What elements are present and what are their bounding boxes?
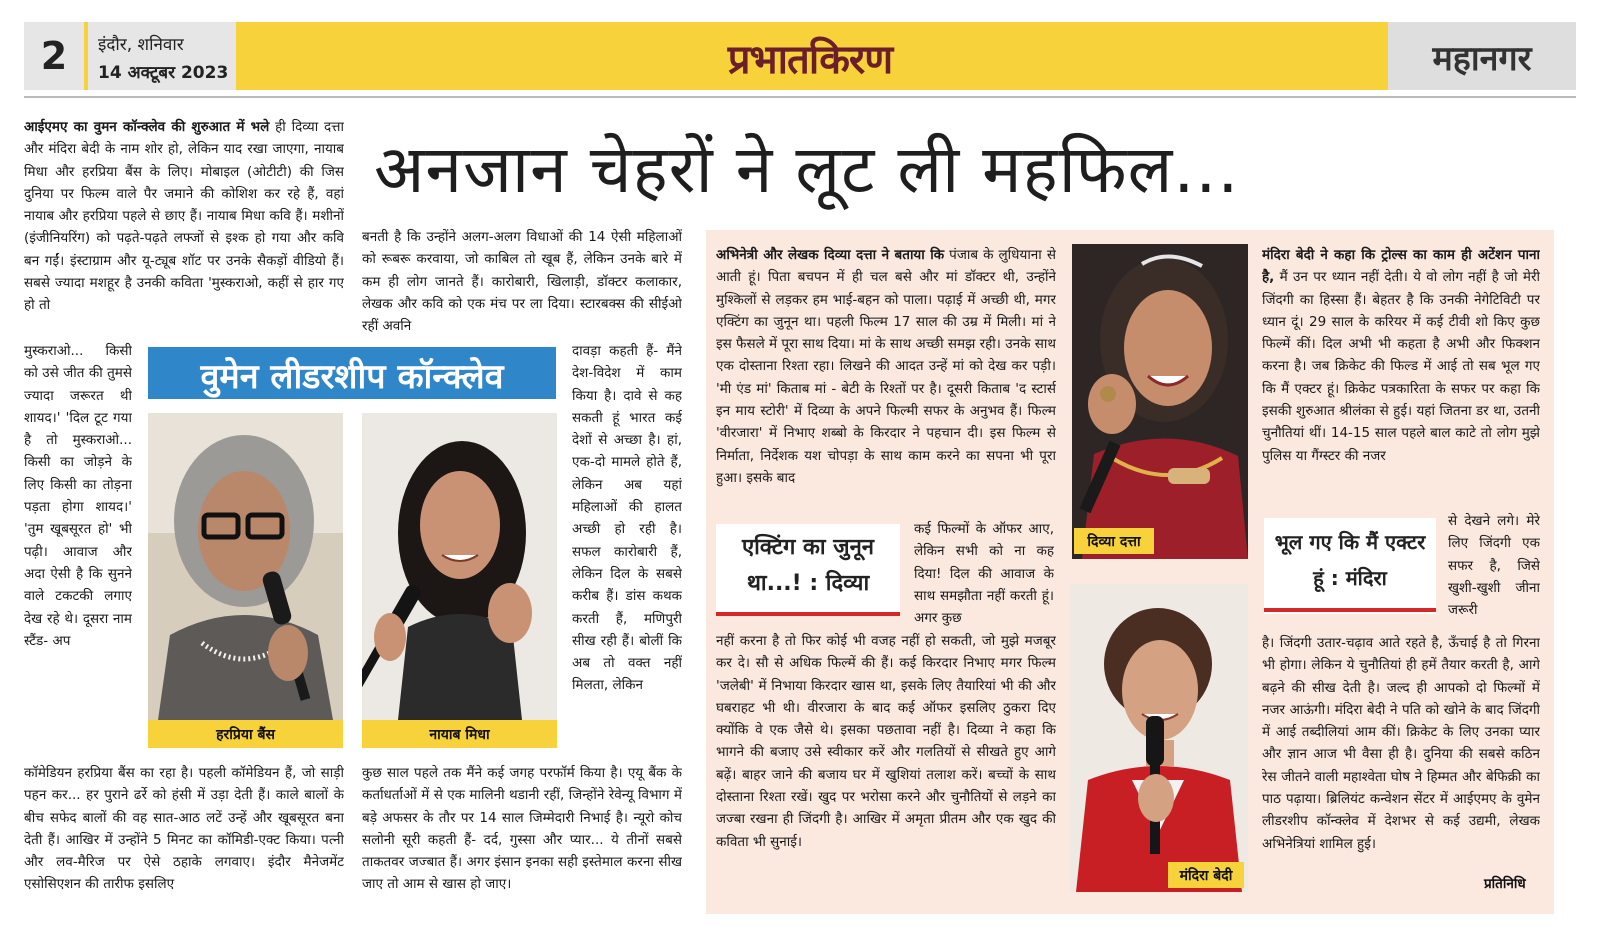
story-column-2-bottom: कुछ साल पहले तक मैंने कई जगह परफॉर्म किया है। एयू बैंक के कर्ताधर्ताओं में से एक मालिनी थडानी रहीं, जिन्होंने रेवेन्यू विभाग में बड़े अफसर के तौर पर 14 साल जिम्मेदारी निभाई है। न्यूरो कोच सलोनी सूरी कहती हैं- दर्द, गुस्सा और प्यार... ये तीनों सबसे ताकतवर जज्बात हैं। अगर इंसान इनका सही इस्तेमाल करना सीख जाए तो आम से खास हो जाए। [362,765,682,893]
dateline-date: 14 अक्टूबर 2023 [98,63,229,83]
mandira-photo [1070,584,1248,892]
mandira-story-lead: मंदिरा बेदी ने कहा कि ट्रोल्स का काम ही अटेंशन पाना है, [1262,247,1540,286]
newspaper-logo: प्रभातकिरण [727,36,893,83]
mandira-story-top [1262,244,1540,520]
page-number: 2 [24,22,84,90]
harpriya-caption: हरप्रिया बैंस [216,727,275,743]
divya-story-text: पंजाब के लुधियाना से आती हूं। पिता बचपन में ही चल बसे और मां डॉक्टर थी, उन्होंने मुश्किलों से लड़कर हम भाई-बहन को पाला। पढ़ाई में अच्छी थी, मगर एक्टिंग का जुनून था। पहली फिल्म 17 साल की उम्र में मिली। मां ने इस फैसले में पूरा साथ दिया। मां के साथ अच्छी समझ रही। उनके साथ एक दोस्ताना रिश्ता रहा। लिखने की आदत उन्हें मां को देख कर पड़ी। 'मी एंड मां' किताब मां - बेटी के रिश्तों पर है। दूसरी किताब 'द स्टार्स इन माय स्टोरी' में दिव्या के अपने फिल्मी सफर के अनुभव हैं। फिल्म 'वीरजारा' में निभाए शब्बो के किरदार ने पहचान दी। इस फिल्म से निर्माता, निर्देशक यश चोपड़ा के साथ काम करने का सपना भी पूरा हुआ। इसके बाद [716,247,1056,486]
divya-story-bottom: नहीं करना है तो फिर कोई भी वजह नहीं हो सकती, जो मुझे मजबूर कर दे। सौ से अधिक फिल्में की हैं। कई किरदार निभाए मगर फिल्म 'जलेबी' में निभाया किरदार खास था, इसके लिए तैयारियां भी की और घबराहट भी थी। वीरजारा के बाद कई ऑफर इसलिए ठुकरा दिए क्योंकि वे एक जैसे थे। इसका पछतावा नहीं है। दिव्या ने कहा कि भागने की बजाए उसे स्वीकार करें और गलतियों से सीखते हुए आगे बढ़ें। बाहर जाने की बजाय घर में खुशियां तलाश करें। बच्चों के साथ दोस्ताना रिश्ता रखें। खुद पर भरोसा करने और चुनौतियों से लड़ने का जज्बा रखना ही जिंदगी है। आखिर में अमृता प्रीतम और एक खुद की कविता भी सुनाई। [716,633,1056,850]
masthead-divider [24,96,1576,98]
divya-photo [1072,244,1248,559]
subhead-underline [1264,608,1436,612]
subhead-underline [716,612,900,616]
nayab-photo [362,413,557,720]
mandira-story-text: मैं उन पर ध्यान नहीं देती। ये वो लोग नहीं है जो मेरी जिंदगी का हिस्सा हैं। बेहतर है कि उनकी नेगेटिविटी पर ध्यान दूं। 29 साल के करियर में कई टीवी शो किए कुछ फिल्में कीं। दिल अभी भी कहता है अभी और फिक्शन करना है। जब क्रिकेट की फिल्ड में आई तो सब भूल गए कि मैं एक्टर हूं। क्रिकेट पत्रकारिता के सफर पर कहा कि इसकी शुरुआत श्रीलंका से हुई। यहां जितना डर था, उतनी चुनौतियां थीं। 14-15 साल पहले बाल काटे तो लोग मुझे पुलिस या गैंग्स्टर की नजर [1262,269,1540,464]
section-name: महानगर [1432,39,1532,79]
story-column-2-top: बनती है कि उन्होंने अलग-अलग विधाओं की 14 ऐसी महिलाओं को रूबरू करवाया, जो काबिल तो खूब हैं, लेकिन उनके बारे में कम ही लोग जानते हैं। कारोबारी, खिलाड़ी, डॉक्टर कलाकार, लेखक और कवि को एक मंच पर ला दिया। स्टारबक्स की सीईओ रहीं अवनि [362,229,682,335]
story-column-1-bottom: कॉमेडियन हरप्रिया बैंस का रहा है। पहली कॉमेडियन हैं, जो साड़ी पहन कर... हर पुराने ढर्रे को हंसी में उड़ा देती हैं। काले बालों के बीच सफेद बालों की वह सात-आठ लटें उन्हें और खूबसूरत बना देती हैं। आखिर में उन्होंने 5 मिनट का कॉमिडी-एक्ट किया। पत्नी और लव-मैरिज पर ऐसे ठहाके लगवाए। इंदौर मैनेजमेंट एसोसिएशन की तारीफ इसलिए [24,765,344,893]
story-column-1-top [24,116,344,338]
divya-story-side: कई फिल्मों के ऑफर आए, लेकिन सभी को ना कह दिया! दिल की आवाज के साथ समझौता नहीं करती हूं। अगर कुछ [914,521,1054,627]
mandira-story-side: से देखने लगे। मेरे लिए जिंदगी एक सफर है, जिसे खुशी-खुशी जीना जरूरी [1448,513,1540,619]
story-column-2-middle: दावड़ा कहती हैं- मैंने देश-विदेश में काम किया है। दावे से कह सकती हूं भारत कई देशों से अच्छा है। हां, एक-दो मामले होते हैं, लेकिन अब यहां महिलाओं की हालत अच्छी हो रही है। सफल कारोबारी हैं, लेकिन दिल के सबसे करीब हैं। डांस कथक करती हैं, मणिपुरी सीख रही हैं। बोलीं कि अब तो वक्त नहीं मिलता, लेकिन [572,343,682,694]
mandira-subhead: भूल गए कि मैं एक्टर हूं : मंदिरा [1274,530,1426,590]
conclave-title: वुमेन लीडरशीप कॉन्क्लेव [200,357,504,397]
harpriya-photo [148,413,343,720]
main-headline: अनजान चेहरों ने लूट ली महफिल... [374,131,1240,208]
byline: प्रतिनिधि [1484,876,1526,892]
story-lead: आईएमए का वुमन कॉन्क्लेव की शुरुआत में भले [24,119,270,135]
mandira-story-bottom: है। जिंदगी उतार-चढ़ाव आते रहते है, ऊँचाई है तो गिरना भी होगा। लेकिन ये चुनौतियां ही हमें तैयार करती है, आगे बढ़ने की सीख देती है। जल्द ही आपको दो फिल्मों में नजर आऊंगी। मंदिरा बेदी ने पति को खोने के बाद जिंदगी में आई तब्दीलियां आम कीं। क्रिकेट के लिए उनका प्यार और ज्ञान आज भी वैसा ही है। दुनिया की सबसे कठिन रेस जीतने वाली महाश्वेता घोष ने हिम्मत और बेफिक्री का पाठ पढ़ाया। ब्रिलियंट कन्वेशन सेंटर में आईएमए के वुमेन लीडरशीप कॉन्क्लेव में देशभर से कई उद्यमी, लेखक अभिनेत्रियां शामिल हुई। [1262,635,1540,852]
story-column-1-middle: मुस्कराओ... किसी को उसे जीत की तुमसे ज्यादा जरूरत थी शायद।' 'दिल टूट गया है तो मुस्कराओ... किसी का जोड़ने के लिए किसी का तोड़ना पड़ता होगा शायद।' 'तुम खूबसूरत हो' भी पढ़ी। आवाज और अदा ऐसी है कि सुनने वाले टकटकी लगाए देख रहे थे। दूसरा नाम स्टैंड- अप [24,343,132,649]
nayab-caption: नायाब मिधा [429,727,490,743]
divya-story-lead: अभिनेत्री और लेखक दिव्या दत्ता ने बताया कि [716,247,945,263]
divya-subhead: एक्टिंग का जुनून था...! : दिव्या [742,535,874,596]
divya-story-top [716,244,1056,520]
divya-caption: दिव्या दत्ता [1087,534,1141,550]
dateline-city-day: इंदौर, शनिवार [98,35,184,55]
story-text: ही दिव्या दत्ता और मंदिरा बेदी के नाम शोर हो, लेकिन याद रखा जाएगा, नायाब मिधा और हरप्रिया बैंस के लिए। मोबाइल (ओटीटी) की जिस दुनिया पर फिल्म वाले पैर जमाने की कोशिश कर रहे हैं, वहां नायाब और हरप्रिया पहले से छाए हैं। नायाब मिधा कवि हैं। मशीनों (इंजीनियरिंग) को पढ़ते-पढ़ते लफ्जों से इश्क हो गया और कवि बन गईं। इंस्टाग्राम और यू-ट्यूब शॉट पर उनके सैकड़ों वीडियो हैं। सबसे ज्यादा मशहूर है उनकी कविता 'मुस्कराओ, कहीं से हार गए हो तो [24,119,344,314]
mandira-caption: मंदिरा बेदी [1179,868,1233,884]
